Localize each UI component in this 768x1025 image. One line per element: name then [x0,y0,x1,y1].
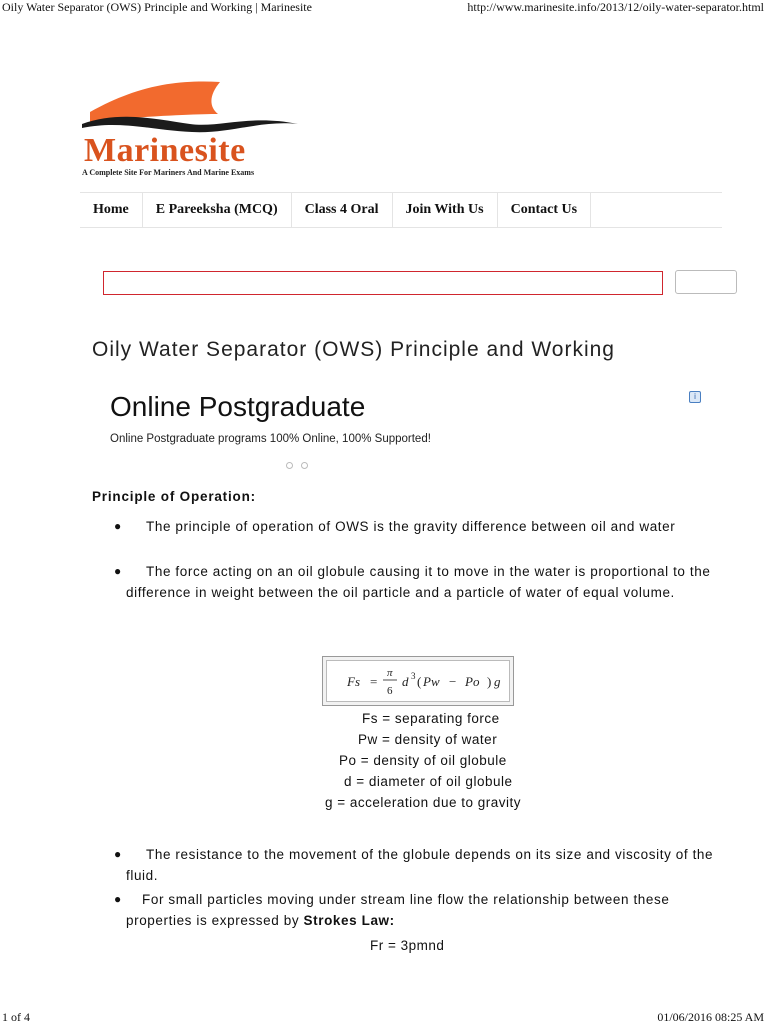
site-logo[interactable] [80,80,302,180]
list-item [114,561,716,603]
svg-text:Fs: Fs [347,674,360,689]
nav-item-join-with-us[interactable]: Join With Us [393,193,498,227]
svg-text:π: π [387,667,393,679]
search-button[interactable] [675,270,737,294]
nav-item-home[interactable]: Home [80,193,143,227]
legend-line: g = acceleration due to gravity [325,795,521,810]
logo-wordmark: Marinesite [84,132,246,169]
legend-line: d = diameter of oil globule [344,774,513,789]
main-nav [80,192,722,228]
strokes-law-label: Strokes Law: [303,913,395,928]
bullet-icon: ● [114,564,122,578]
list-item-text: The force acting on an oil globule causing it to move in the water is proportional to the difference in weight between the oil particle and a particle of water of equal volume. [126,564,711,600]
separating-force-formula [327,661,509,701]
svg-text:): ) [487,674,492,689]
formula-image [322,656,514,706]
list-item [114,516,716,537]
legend-line: Po = density of oil globule [339,753,507,768]
list-item-text: The resistance to the movement of the globule depends on its size and viscosity of the fluid. [126,847,714,883]
bullet-icon: ● [114,892,122,906]
logo-tagline: A Complete Site For Mariners And Marine Exams [82,168,255,177]
principle-heading: Principle of Operation: [92,489,256,504]
svg-text:g: g [494,674,501,689]
bullet-icon: ● [114,847,122,861]
ad-info-icon[interactable]: i [689,391,701,403]
svg-text:Po: Po [465,674,480,689]
print-header-url: http://www.marinesite.info/2013/12/oily-water-separator.html [467,0,764,14]
article-title: Oily Water Separator (OWS) Principle and Working [92,338,615,361]
svg-text:−: − [449,674,457,689]
print-footer-page-number: 1 of 4 [2,1010,30,1024]
list-item [114,844,716,886]
ad-dot[interactable] [301,462,308,469]
ad-carousel-dots [286,456,316,474]
print-footer-datetime: 01/06/2016 08:25 AM [657,1010,764,1024]
list-item-text: For small particles moving under stream line flow the relationship between these properties is expressed by [126,892,670,928]
search-input[interactable] [103,271,663,295]
legend-line: Fs = separating force [362,711,500,726]
svg-text:(: ( [417,674,422,689]
svg-text:d: d [402,674,409,689]
list-item [114,889,716,931]
svg-text:=: = [370,674,378,689]
list-item-text: The principle of operation of OWS is the gravity difference between oil and water [146,519,676,534]
bullet-icon: ● [114,519,122,533]
strokes-law-equation: Fr = 3pmnd [370,938,445,953]
legend-line: Pw = density of water [358,732,498,747]
svg-text:6: 6 [387,685,393,697]
ad-description[interactable]: Online Postgraduate programs 100% Online, 100% Supported! [110,433,431,445]
nav-item-contact-us[interactable]: Contact Us [498,193,592,227]
svg-text:Pw: Pw [423,674,440,689]
nav-item-class-4-oral[interactable]: Class 4 Oral [292,193,393,227]
print-header-title: Oily Water Separator (OWS) Principle and Working | Marinesite [2,0,312,14]
shark-fin-icon [80,80,302,140]
nav-item-e-pareeksha[interactable]: E Pareeksha (MCQ) [143,193,292,227]
ad-dot[interactable] [286,462,293,469]
ad-headline[interactable]: Online Postgraduate [110,391,366,422]
formula-frame [326,660,510,702]
svg-text:3: 3 [411,671,416,681]
